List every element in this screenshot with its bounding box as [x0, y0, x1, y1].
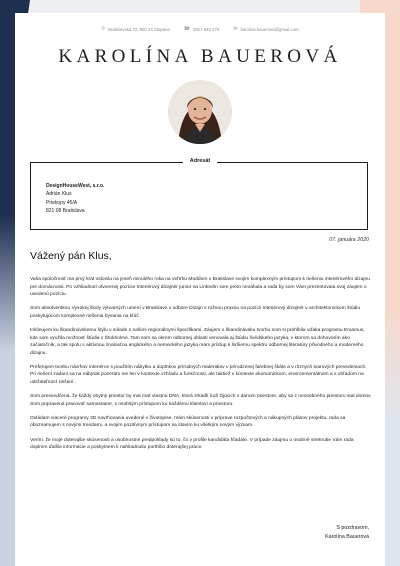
letter-body	[30, 276, 372, 458]
paragraph: Inklinujem ku škandinávskemu štýlu v súlade s našimi regionálnymi špecifikami. Záujem o škandinávsku tvorbu som si prehĺbila vďaka programu Erasmus, kde som využila možnosť štúdia v Štokholme. Tam som sa okrem odbornej oblasti venovala aj štúdiu švédskeho jazyka, v ktorom sa dohovorím ako začiatočník, a tak spolu s aktívnou znalosťou anglického a nemeckého jazyka mám prístup k širšiemu spektru odbornej literatúry pôvodného a moderného dizajnu.	[30, 327, 365, 356]
paragraph: Som presvedčená, že každý obytný priestor by mal mať vlastnú DNA, ktorá zrkadlí ľudí žijúcich v danom priestore, aby sa z neosobného priestoru stal domov. Som pripravená pracovať samostatne, s osobitým prístupom ku každému klientovi a priestoru.	[30, 394, 372, 407]
recipient-company: DesignHouseWest, s.r.o.	[46, 183, 105, 189]
contact-address	[101, 26, 169, 32]
profile-photo	[168, 80, 232, 144]
paragraph: Ovládam viaceré programy 3D navrhovania uvedené v životopise, mám skúsenosti v príprave rozpočtových a nákupných plánov projektu, rada sa oboznamujem s novými trendami, a svojim pozitívnym prístupom sa stavím ku všetkým novým výzvam.	[30, 415, 346, 429]
paragraph: Verím, že moje doterajšie skúsenosti a osobnostné predpoklady sú to, čo v profile kandidáta hľadáte. V prípade záujmu o osobné stretnutie Vám rada doplním ďalšie informácie a poskytnem k nahliadnutiu portfólio doterajšej práce.	[30, 437, 354, 451]
contact-phone	[184, 26, 220, 32]
salutation: Vážený pán Klus,	[30, 250, 112, 262]
recipient-label: Adresát	[183, 158, 217, 164]
recipient-box	[30, 158, 368, 230]
letter-page	[15, 13, 385, 566]
recipient-address	[46, 182, 104, 215]
contact-bar	[15, 26, 385, 32]
address-text: Bratislavská 72, 900 23 Stupava	[108, 26, 170, 32]
envelope-icon: ✉	[233, 26, 238, 32]
contact-email[interactable]	[233, 26, 298, 32]
paragraph: Som absolventkou Vysokej školy výtvarných umení v Bratislave v odbore Dizajn s rožnou praxou na pozícii Interiérový dizajnér v architektonickom štúdiu poskytujúcom komplexné riešenia bývania na kľúč.	[30, 306, 361, 319]
closing-block	[325, 524, 369, 542]
email-text[interactable]: karolina.bauerova@gmail.com	[240, 26, 299, 32]
recipient-person: Adrián Klus	[46, 191, 72, 198]
phone-icon: ☎	[183, 26, 190, 32]
paragraph: Preferujem tvorbu návrhov interiérov s použitím nábytku a doplnkov prírodných materiálov v prirodzenej farebnej škále a v rôznych tvarových prevedeniach. Pri riešení zadaní sa na nábytok pozerám nie len v kontexte vzhľadu a funkčnosti, ale taktiež v kontexte ekonomickom, environmentálnom a s ohľadom na udržateľnosť riešení.	[30, 364, 367, 386]
map-pin-icon: ⚲	[101, 26, 106, 32]
paragraph: Vaša spoločnosť ma prvý krát oslovila na jeseň minulého roka na veľtrhu Moddom v Bratislave svojim komplexným prístupom k riešeniu interiérového dizajnu pre domácnosti. Po vzhliadnutí otvorenej pozície Interiérový dizajnér junior na LinkedIn som preto neváhala a rada by som Vám prezentovala svoj záujem o uvedenú pozíciu.	[30, 277, 370, 298]
closing-signature: Karolína Bauerová	[325, 534, 369, 540]
applicant-name: KAROLÍNA BAUEROVÁ	[58, 46, 342, 67]
letter-date: 07. januára 2020	[329, 237, 369, 243]
phone-text: 0917 645 475	[192, 26, 220, 32]
recipient-street: Priekopy 45/A	[46, 199, 78, 206]
recipient-city: 821 08 Bratislava	[46, 207, 85, 214]
closing-greeting: S pozdravom,	[336, 525, 369, 531]
